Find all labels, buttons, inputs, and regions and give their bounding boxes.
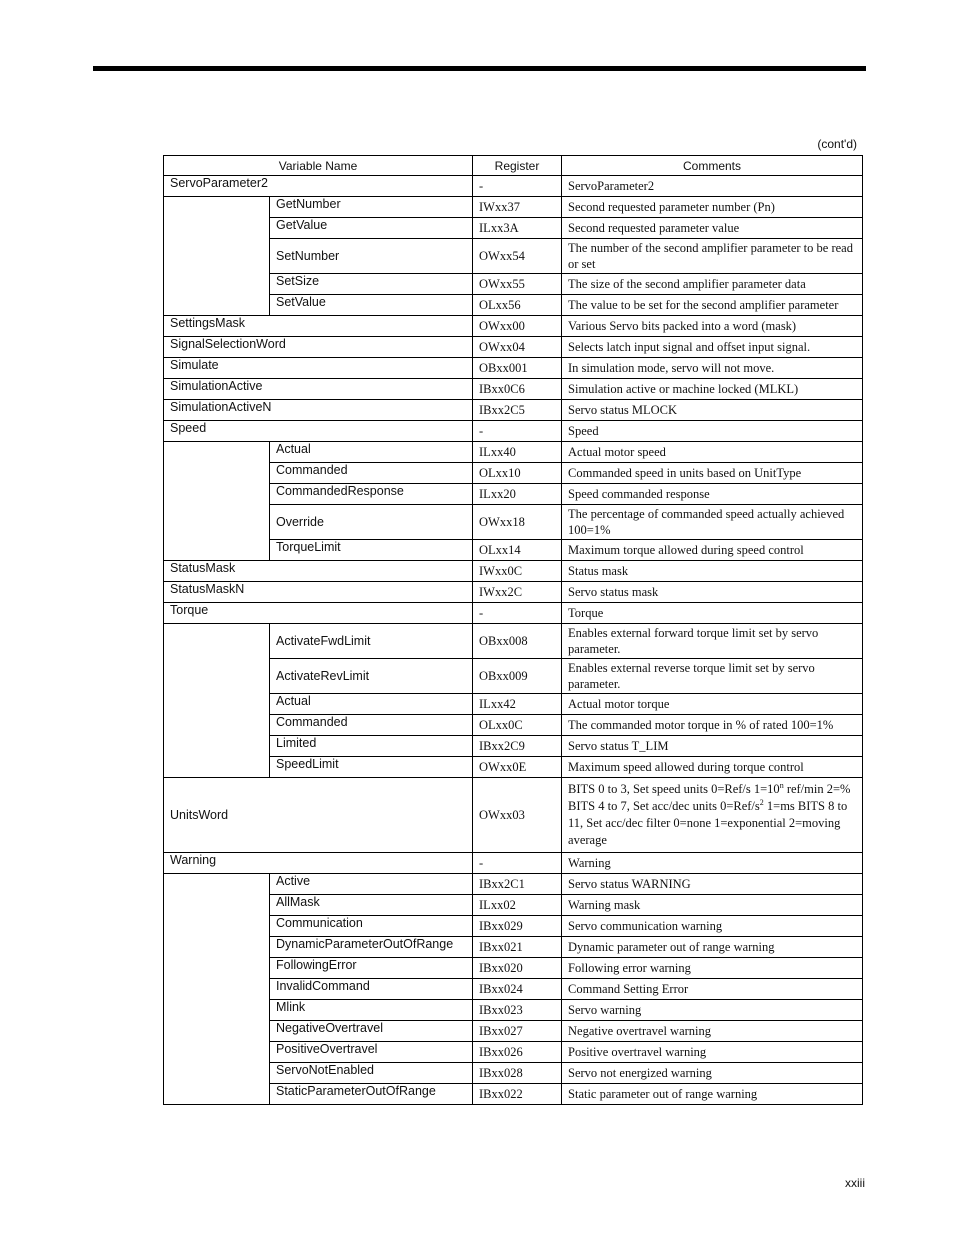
comment-cell: Negative overtravel warning (562, 1021, 863, 1042)
comment-cell: Servo warning (562, 1000, 863, 1021)
table-row (164, 561, 863, 582)
comment-cell: Actual motor torque (562, 694, 863, 715)
register-cell: IWxx37 (473, 197, 562, 218)
register-cell: OWxx04 (473, 337, 562, 358)
register-cell: OBxx008 (473, 624, 562, 659)
register-cell: OWxx54 (473, 239, 562, 274)
variable-name: SignalSelectionWord (164, 337, 473, 358)
member-name: SetValue (270, 295, 473, 316)
register-cell: IBxx028 (473, 1063, 562, 1084)
register-cell: OLxx56 (473, 295, 562, 316)
variable-name: StatusMaskN (164, 582, 473, 603)
comment-cell: The size of the second amplifier parameter data (562, 274, 863, 295)
comment-cell: ServoParameter2 (562, 176, 863, 197)
table-row (164, 853, 863, 874)
member-name: GetNumber (270, 197, 473, 218)
register-cell: OWxx0E (473, 757, 562, 778)
variable-name: SimulationActive (164, 379, 473, 400)
register-cell: OLxx10 (473, 463, 562, 484)
register-cell: IWxx2C (473, 582, 562, 603)
register-cell: OLxx0C (473, 715, 562, 736)
register-cell: IBxx021 (473, 937, 562, 958)
comment-cell: Actual motor speed (562, 442, 863, 463)
table-row (164, 337, 863, 358)
comment-cell: Warning (562, 853, 863, 874)
table-row (164, 582, 863, 603)
comment-cell: Servo communication warning (562, 916, 863, 937)
comment-cell: The percentage of commanded speed actually achieved 100=1% (562, 505, 863, 540)
comment-cell: Maximum torque allowed during speed control (562, 540, 863, 561)
comment-cell: Status mask (562, 561, 863, 582)
member-name: SetNumber (270, 239, 473, 274)
table-row (164, 379, 863, 400)
comment-cell: Servo status mask (562, 582, 863, 603)
register-cell: IBxx2C5 (473, 400, 562, 421)
variable-name: Simulate (164, 358, 473, 379)
register-cell: IBxx027 (473, 1021, 562, 1042)
variable-name: UnitsWord (164, 778, 473, 853)
comment-cell: Maximum speed allowed during torque control (562, 757, 863, 778)
comment-cell: Servo status WARNING (562, 874, 863, 895)
register-cell: - (473, 421, 562, 442)
table-row (164, 358, 863, 379)
table-row (164, 624, 863, 659)
table-row (164, 197, 863, 218)
register-cell: ILxx42 (473, 694, 562, 715)
comment-text: BITS 0 to 3, Set speed units 0=Ref/s 1=10 (568, 782, 780, 796)
group-indent-cell (164, 442, 270, 561)
variable-name: SettingsMask (164, 316, 473, 337)
member-name: FollowingError (270, 958, 473, 979)
member-name: SpeedLimit (270, 757, 473, 778)
comment-cell: Various Servo bits packed into a word (mask) (562, 316, 863, 337)
member-name: StaticParameterOutOfRange (270, 1084, 473, 1105)
variable-name: Speed (164, 421, 473, 442)
header-rule (93, 66, 866, 71)
member-name: GetValue (270, 218, 473, 239)
comment-cell: Second requested parameter value (562, 218, 863, 239)
member-name: InvalidCommand (270, 979, 473, 1000)
comment-cell: Warning mask (562, 895, 863, 916)
table-row (164, 176, 863, 197)
member-name: SetSize (270, 274, 473, 295)
register-cell: IBxx0C6 (473, 379, 562, 400)
comment-cell: Static parameter out of range warning (562, 1084, 863, 1105)
comment-text: 1=ms BITS 8 to 11, Set acc/dec filter 0=none 1=exponential 2=moving average (568, 799, 848, 847)
register-cell: IWxx0C (473, 561, 562, 582)
register-cell: IBxx022 (473, 1084, 562, 1105)
register-cell: ILxx3A (473, 218, 562, 239)
member-name: ActivateRevLimit (270, 659, 473, 694)
comment-cell: Second requested parameter number (Pn) (562, 197, 863, 218)
member-name: Active (270, 874, 473, 895)
member-name: TorqueLimit (270, 540, 473, 561)
register-cell: IBxx2C1 (473, 874, 562, 895)
member-name: Override (270, 505, 473, 540)
table-row (164, 874, 863, 895)
register-cell: IBxx024 (473, 979, 562, 1000)
member-name: Commanded (270, 463, 473, 484)
comment-cell: Following error warning (562, 958, 863, 979)
comment-cell: Dynamic parameter out of range warning (562, 937, 863, 958)
register-cell: IBxx029 (473, 916, 562, 937)
variable-name: ServoParameter2 (164, 176, 473, 197)
table-row (164, 316, 863, 337)
register-cell: IBxx2C9 (473, 736, 562, 757)
register-cell: - (473, 603, 562, 624)
member-name: Communication (270, 916, 473, 937)
table-row (164, 400, 863, 421)
comment-cell (562, 778, 863, 853)
comment-cell: The number of the second amplifier parameter to be read or set (562, 239, 863, 274)
superscript: 2 (759, 798, 764, 807)
group-indent-cell (164, 874, 270, 1105)
member-name: ActivateFwdLimit (270, 624, 473, 659)
member-name: Mlink (270, 1000, 473, 1021)
comment-cell: In simulation mode, servo will not move. (562, 358, 863, 379)
comment-cell: The value to be set for the second amplifier parameter (562, 295, 863, 316)
header-comments: Comments (562, 156, 863, 176)
header-register: Register (473, 156, 562, 176)
comment-cell: The commanded motor torque in % of rated 100=1% (562, 715, 863, 736)
register-cell: OWxx18 (473, 505, 562, 540)
comment-cell: Speed (562, 421, 863, 442)
comment-cell: Servo status MLOCK (562, 400, 863, 421)
register-cell: ILxx20 (473, 484, 562, 505)
variable-name: Torque (164, 603, 473, 624)
comment-cell: Servo status T_LIM (562, 736, 863, 757)
member-name: Actual (270, 694, 473, 715)
comment-cell: Simulation active or machine locked (MLKL) (562, 379, 863, 400)
table-row (164, 442, 863, 463)
member-name: Commanded (270, 715, 473, 736)
register-cell: OBxx001 (473, 358, 562, 379)
register-cell: IBxx023 (473, 1000, 562, 1021)
page-number: xxiii (845, 1176, 865, 1190)
header-variable-name: Variable Name (164, 156, 473, 176)
superscript: n (779, 781, 784, 790)
member-name: AllMask (270, 895, 473, 916)
comment-cell: Torque (562, 603, 863, 624)
register-cell: ILxx02 (473, 895, 562, 916)
table-row (164, 778, 863, 853)
variable-name: SimulationActiveN (164, 400, 473, 421)
register-cell: ILxx40 (473, 442, 562, 463)
register-cell: OBxx009 (473, 659, 562, 694)
register-cell: OWxx00 (473, 316, 562, 337)
variable-name: StatusMask (164, 561, 473, 582)
variable-name: Warning (164, 853, 473, 874)
comment-cell: Commanded speed in units based on UnitType (562, 463, 863, 484)
register-cell: OLxx14 (473, 540, 562, 561)
continued-label: (cont'd) (817, 137, 857, 151)
member-name: CommandedResponse (270, 484, 473, 505)
register-cell: IBxx020 (473, 958, 562, 979)
group-indent-cell (164, 197, 270, 316)
comment-cell: Selects latch input signal and offset input signal. (562, 337, 863, 358)
member-name: Limited (270, 736, 473, 757)
register-cell: IBxx026 (473, 1042, 562, 1063)
variable-table (163, 155, 863, 1105)
comment-cell: Command Setting Error (562, 979, 863, 1000)
comment-cell: Enables external reverse torque limit set by servo parameter. (562, 659, 863, 694)
comment-cell: Enables external forward torque limit set by servo parameter. (562, 624, 863, 659)
register-cell: - (473, 853, 562, 874)
comment-cell: Positive overtravel warning (562, 1042, 863, 1063)
member-name: Actual (270, 442, 473, 463)
group-indent-cell (164, 624, 270, 778)
register-cell: OWxx55 (473, 274, 562, 295)
member-name: NegativeOvertravel (270, 1021, 473, 1042)
member-name: DynamicParameterOutOfRange (270, 937, 473, 958)
comment-text: ref/min 2=% BITS 4 to 7, Set acc/dec units 0=Ref/s (568, 782, 851, 813)
table-row (164, 603, 863, 624)
register-cell: OWxx03 (473, 778, 562, 853)
comment-cell: Speed commanded response (562, 484, 863, 505)
member-name: PositiveOvertravel (270, 1042, 473, 1063)
register-cell: - (473, 176, 562, 197)
table-row (164, 421, 863, 442)
table-header-row (164, 156, 863, 176)
comment-cell: Servo not energized warning (562, 1063, 863, 1084)
member-name: ServoNotEnabled (270, 1063, 473, 1084)
